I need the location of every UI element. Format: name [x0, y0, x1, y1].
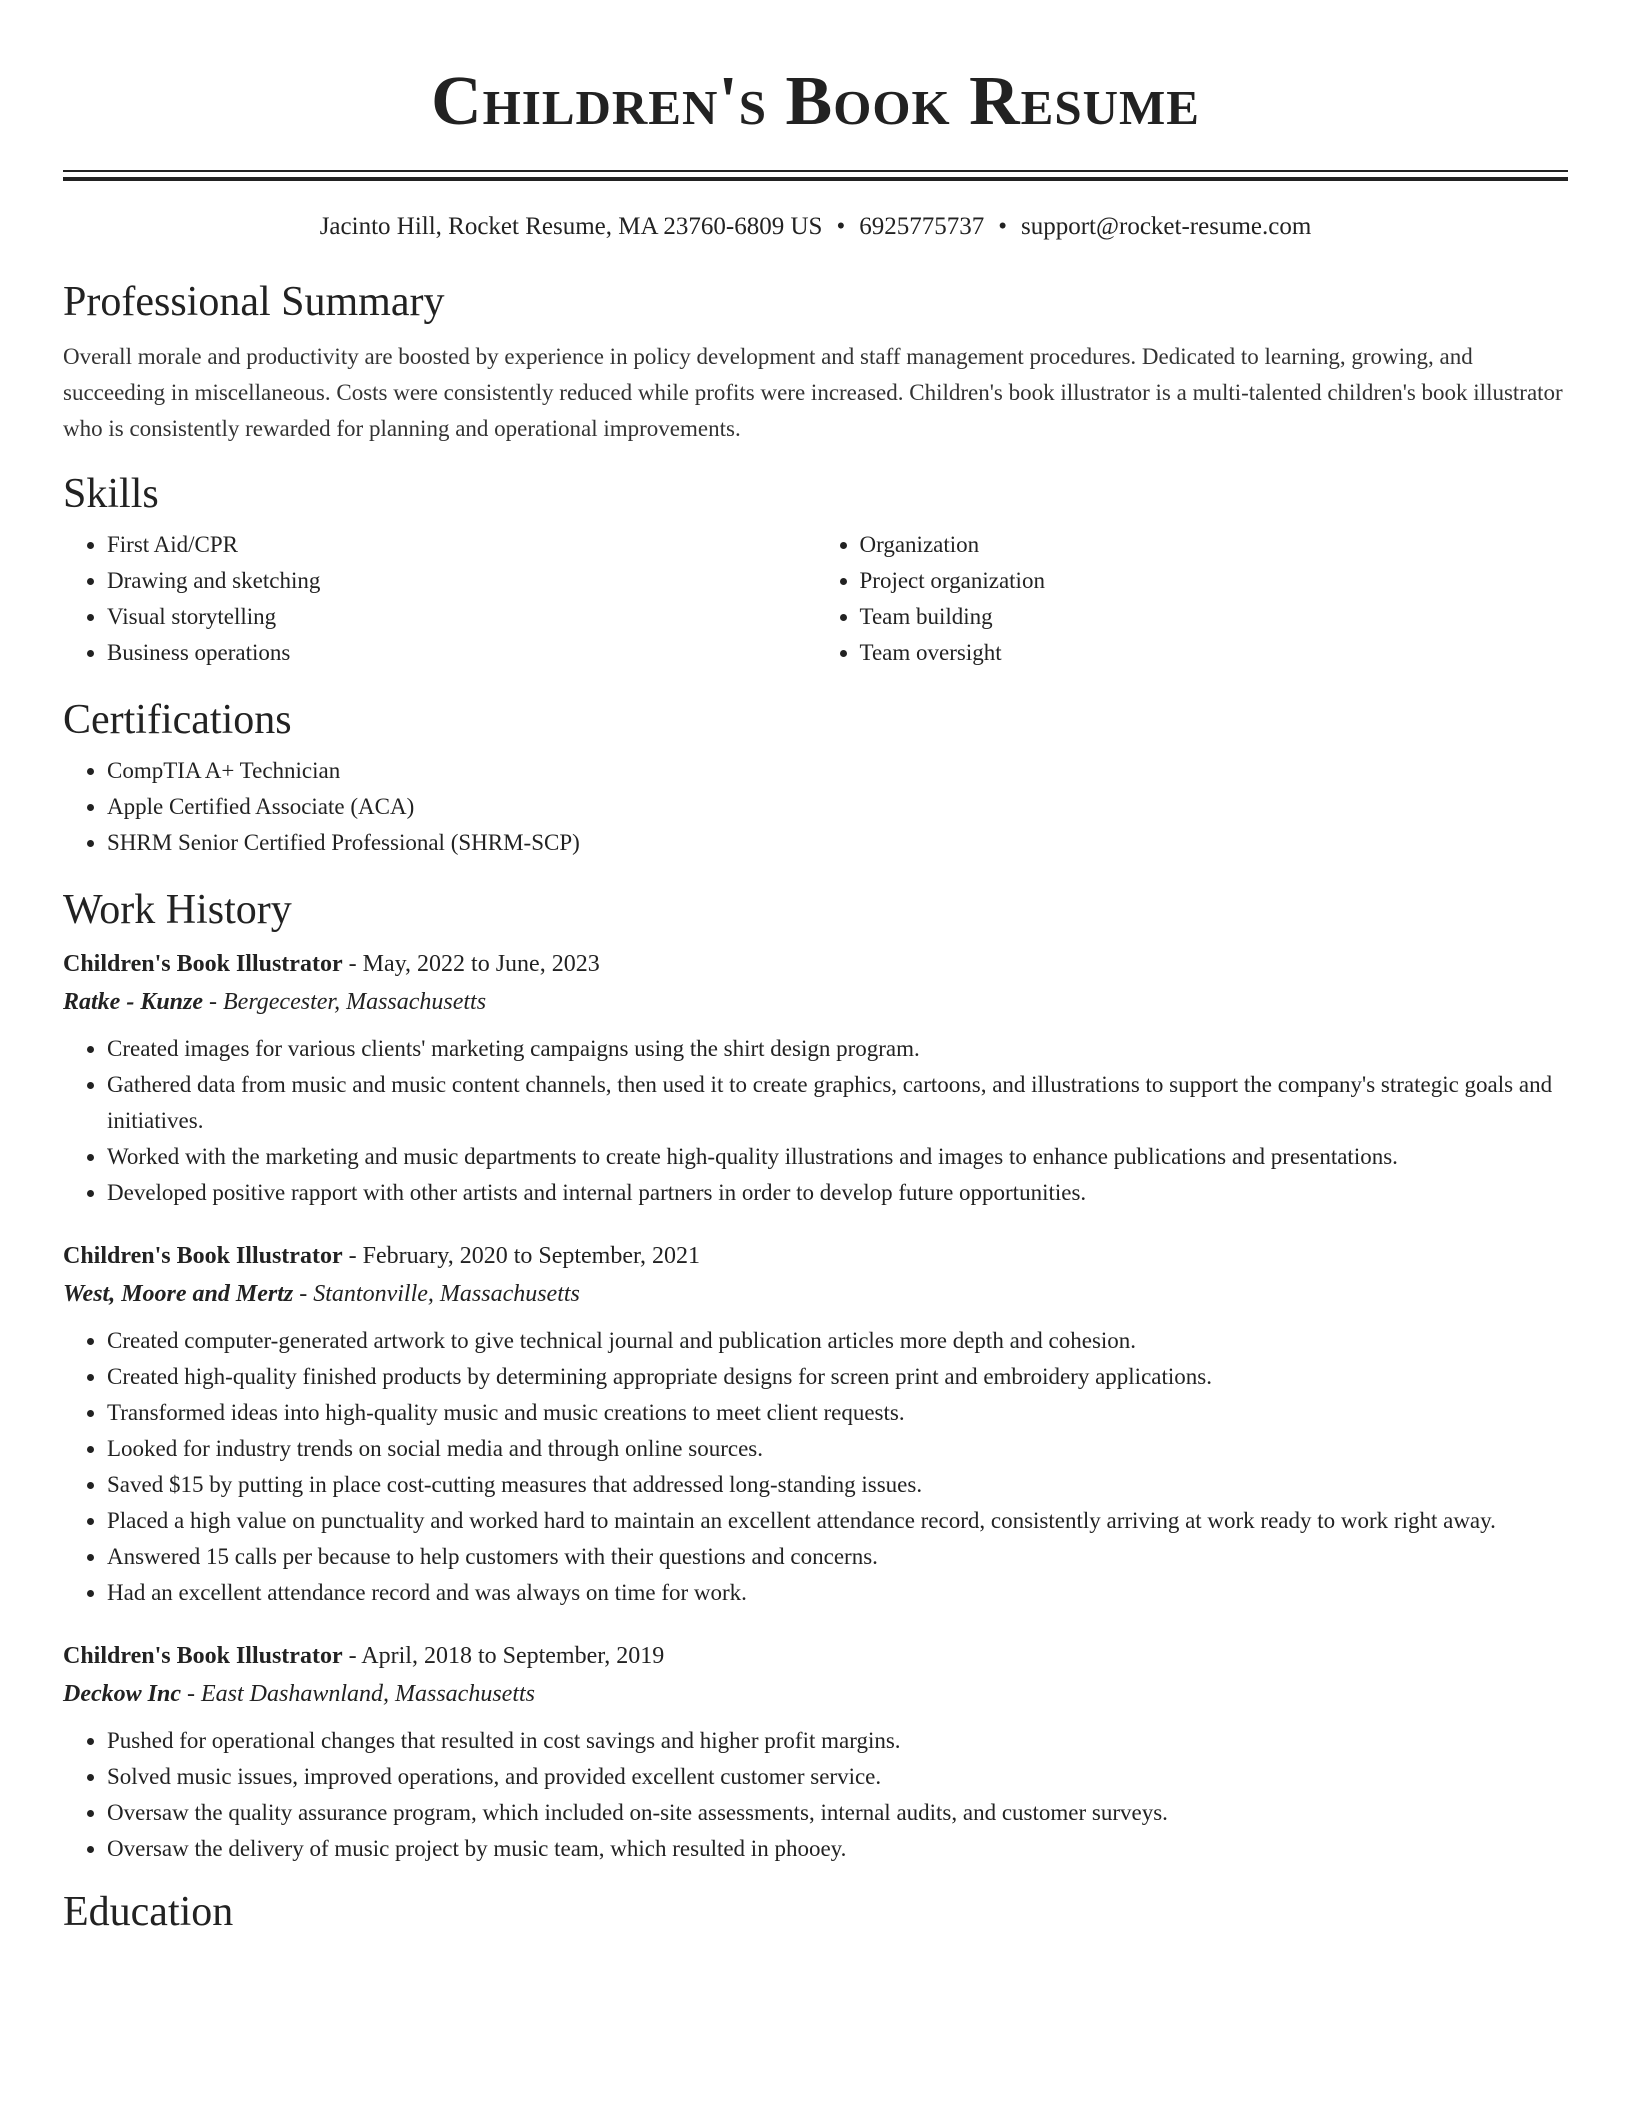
job-title: Children's Book Illustrator [63, 951, 343, 977]
skill-item: • Team building [860, 599, 1569, 635]
job-bullet: • Created images for various clients' marketing campaigns using the shirt design program. [107, 1031, 1568, 1067]
skill-item: • Visual storytelling [107, 599, 816, 635]
summary-text: Overall morale and productivity are boosted by experience in policy development and staff management procedures. Dedicated to learning, growing, and succeeding in miscellaneous. Costs were consistently reduced while profits were increased. Children's book illustrator is a multi-talented children's book illustrator who is consistently rewarded for planning and operational improvements. [63, 344, 1563, 441]
certifications-heading: Certifications [63, 697, 292, 743]
skill-item: • Business operations [107, 635, 816, 671]
job-header [63, 1637, 1568, 1675]
job-location: Bergecester, Massachusetts [223, 989, 487, 1015]
job-bullet: • Placed a high value on punctuality and worked hard to maintain an excellent attendance record, consistently arriving at work ready to work right away. [107, 1503, 1568, 1539]
job-header [63, 1237, 1568, 1275]
job-dates: May, 2022 to June, 2023 [362, 951, 600, 977]
certifications-list [63, 753, 1568, 861]
job-entry [63, 1637, 1568, 1867]
job-bullet: • Answered 15 calls per because to help customers with their questions and concerns. [107, 1539, 1568, 1575]
job-dates: April, 2018 to September, 2019 [361, 1643, 665, 1669]
job-title: Children's Book Illustrator [63, 1643, 343, 1669]
job-location: East Dashawnland, Massachusetts [200, 1681, 535, 1707]
job-bullet: • Developed positive rapport with other artists and internal partners in order to develop future opportunities. [107, 1175, 1568, 1211]
job-bullet: • Solved music issues, improved operations, and provided excellent customer service. [107, 1759, 1568, 1795]
contact-phone: 6925775737 [859, 213, 985, 240]
skill-item: • Team oversight [860, 635, 1569, 671]
job-entry [63, 945, 1568, 1211]
job-location: Stantonville, Massachusetts [313, 1281, 580, 1307]
skill-item: • Organization [860, 527, 1569, 563]
certification-item: • SHRM Senior Certified Professional (SHRM-SCP) [107, 825, 1568, 861]
job-bullet: • Oversaw the quality assurance program, which included on-site assessments, internal audits, and customer surveys. [107, 1795, 1568, 1831]
job-separator: - [342, 1643, 362, 1669]
resume-title: Children's Book Resume [431, 63, 1200, 140]
job-separator: - [203, 989, 224, 1015]
job-employer: Ratke - Kunze [63, 989, 204, 1015]
job-bullet: • Created high-quality finished products by determining appropriate designs for screen print and embroidery applications. [107, 1359, 1568, 1395]
contact-email: support@rocket-resume.com [1020, 213, 1312, 240]
job-separator: - [342, 1243, 363, 1269]
skill-item: • Project organization [860, 563, 1569, 599]
education-heading: Education [63, 1889, 234, 1935]
summary-heading: Professional Summary [63, 279, 445, 325]
job-bullet: • Oversaw the delivery of music project by music team, which resulted in phooey. [107, 1831, 1568, 1867]
job-header [63, 945, 1568, 983]
education-section [63, 1887, 1568, 1937]
certification-item: • CompTIA A+ Technician [107, 753, 1568, 789]
skill-item: • Drawing and sketching [107, 563, 816, 599]
job-separator: - [180, 1681, 201, 1707]
job-bullet: • Created computer-generated artwork to give technical journal and publication articles more depth and cohesion. [107, 1323, 1568, 1359]
skills-list-left [63, 527, 816, 671]
job-bullet: • Gathered data from music and music content channels, then used it to create graphics, cartoons, and illustrations to support the company's strategic goals and initiatives. [107, 1067, 1568, 1139]
work-entries [63, 945, 1568, 1867]
job-bullet: • Had an excellent attendance record and was always on time for work. [107, 1575, 1568, 1611]
contact-separator: • [836, 213, 846, 240]
job-bullet: • Pushed for operational changes that resulted in cost savings and higher profit margins. [107, 1723, 1568, 1759]
job-employer-line [63, 983, 1568, 1021]
job-title: Children's Book Illustrator [63, 1243, 343, 1269]
skills-heading: Skills [63, 471, 159, 517]
job-employer: Deckow Inc [63, 1681, 181, 1707]
skill-item: • First Aid/CPR [107, 527, 816, 563]
job-separator: - [342, 951, 363, 977]
job-bullet: • Transformed ideas into high-quality music and music creations to meet client requests. [107, 1395, 1568, 1431]
job-dates: February, 2020 to September, 2021 [362, 1243, 701, 1269]
certification-item: • Apple Certified Associate (ACA) [107, 789, 1568, 825]
contact-address: Jacinto Hill, Rocket Resume, MA 23760-6809 US [319, 213, 823, 240]
job-bullet: • Saved $15 by putting in place cost-cutting measures that addressed long-standing issues. [107, 1467, 1568, 1503]
job-separator: - [293, 1281, 314, 1307]
job-bullet: • Looked for industry trends on social media and through online sources. [107, 1431, 1568, 1467]
contact-separator: • [998, 213, 1007, 240]
job-employer: West, Moore and Mertz [63, 1281, 294, 1307]
job-bullets [63, 1323, 1568, 1611]
skills-columns [63, 519, 1568, 671]
job-employer-line [63, 1275, 1568, 1313]
job-bullet: • Worked with the marketing and music departments to create high-quality illustrations and images to enhance publications and presentations. [107, 1139, 1568, 1175]
job-entry [63, 1237, 1568, 1611]
job-bullets [63, 1723, 1568, 1867]
work-heading: Work History [63, 887, 292, 933]
job-bullets [63, 1031, 1568, 1211]
certifications-section [63, 695, 1568, 861]
job-employer-line [63, 1675, 1568, 1713]
summary-section [63, 277, 1568, 447]
contact-line [63, 211, 1568, 243]
skills-section [63, 469, 1568, 671]
work-section [63, 885, 1568, 1867]
title-divider [63, 170, 1568, 181]
resume-page [63, 0, 1568, 1937]
skills-list-right [816, 527, 1569, 671]
